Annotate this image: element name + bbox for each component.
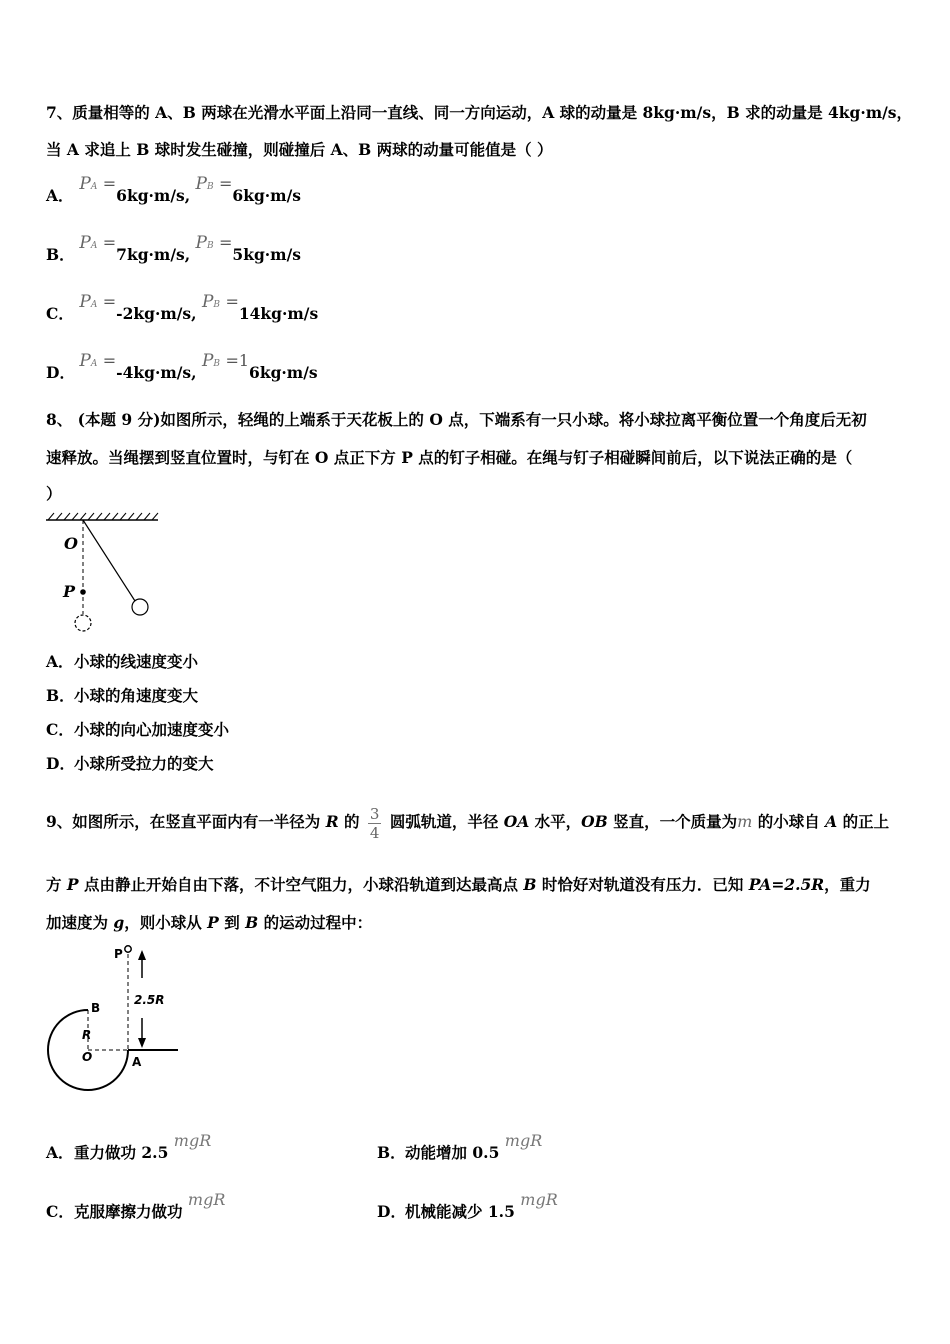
distance-label: 2.5R (134, 993, 165, 1007)
q9-stem-line1: 9、如图所示，在竖直平面内有一半径为 R 的 $\frac{3}{4}$ 圆弧轨道，半径 OA 水平，OB 竖直，一个质量为m 的小球自 A 的正上 (46, 804, 890, 842)
pb-value: 6kg·m/s (232, 186, 301, 205)
point-o-label: O (64, 534, 78, 553)
point-o-label: O (82, 1050, 93, 1064)
pb-value: 14kg·m/s (238, 304, 319, 323)
q8-option-c[interactable]: C．小球的向心加速度变小 (46, 720, 230, 739)
point-a-label: A (132, 1055, 142, 1069)
q9-option-b[interactable]: B．动能增加 0.5 mgR (377, 1131, 543, 1162)
q7-option-a[interactable]: A． PA =6kg·m/s, PB =6kg·m/s (46, 174, 301, 205)
q9-stem-line3: 加速度为 g，则小球从 P 到 B 的运动过程中： (46, 913, 373, 932)
q7-option-c[interactable]: C． PA =-2kg·m/s, PB =14kg·m/s (46, 292, 319, 323)
q7-stem-line1: 7、质量相等的 A、B 两球在光滑水平面上沿同一直线、同一方向运动，A 球的动量是 8kg·m/s，B 求的动量是 4kg·m/s， (46, 103, 913, 122)
q8-option-b[interactable]: B．小球的角速度变大 (46, 686, 199, 705)
arc-track-figure (44, 940, 184, 1100)
q9-option-c[interactable]: C．克服摩擦力做功 mgR (46, 1190, 226, 1221)
q8-stem-line3: ） (46, 484, 62, 503)
point-b-label: B (91, 1001, 101, 1015)
q8-option-d[interactable]: D．小球所受拉力的变大 (46, 754, 214, 773)
q7-stem-line2: 当 A 求追上 B 球时发生碰撞，则碰撞后 A、B 两球的动量可能值是（ ） (46, 140, 553, 159)
q8-option-a[interactable]: A．小球的线速度变小 (46, 652, 199, 671)
q7-option-b[interactable]: B． PA =7kg·m/s, PB =5kg·m/s (46, 233, 301, 264)
pa-value: -4kg·m/s, (116, 363, 197, 382)
q7-option-d[interactable]: D． PA =-4kg·m/s, PB =16kg·m/s (46, 351, 318, 382)
option-label: A． (46, 186, 74, 205)
pendulum-figure (44, 510, 164, 635)
option-label: D． (46, 363, 75, 382)
q9-option-a[interactable]: A．重力做功 2.5 mgR (46, 1131, 212, 1162)
pb-value: 5kg·m/s (232, 245, 301, 264)
option-label: C． (46, 304, 74, 323)
q9-stem-line2: 方 P 点由静止开始自由下落，不计空气阻力，小球沿轨道到达最高点 B 时恰好对轨道没有压力．已知 PA=2.5R，重力 (46, 875, 871, 894)
q8-stem-line1: 8、 (本题 9 分)如图所示，轻绳的上端系于天花板上的 O 点，下端系有一只小球。将小球拉离平衡位置一个角度后无初 (46, 410, 867, 429)
fraction-three-quarters: $\frac{3}{4}$ (369, 804, 380, 842)
q8-stem-line2: 速释放。当绳摆到竖直位置时，与钉在 O 点正下方 P 点的钉子相碰。在绳与钉子相碰瞬间前后，以下说法正确的是（ (46, 448, 853, 467)
point-p-label: P (114, 947, 123, 961)
pa-value: 6kg·m/s, (116, 186, 191, 205)
option-label: B． (46, 245, 75, 264)
point-p-label: P (63, 582, 76, 601)
pb-value: 6kg·m/s (249, 363, 318, 382)
q9-option-d[interactable]: D．机械能减少 1.5 mgR (377, 1190, 558, 1221)
pa-value: 7kg·m/s, (116, 245, 191, 264)
radius-label: R (82, 1028, 92, 1042)
pa-value: -2kg·m/s, (116, 304, 197, 323)
